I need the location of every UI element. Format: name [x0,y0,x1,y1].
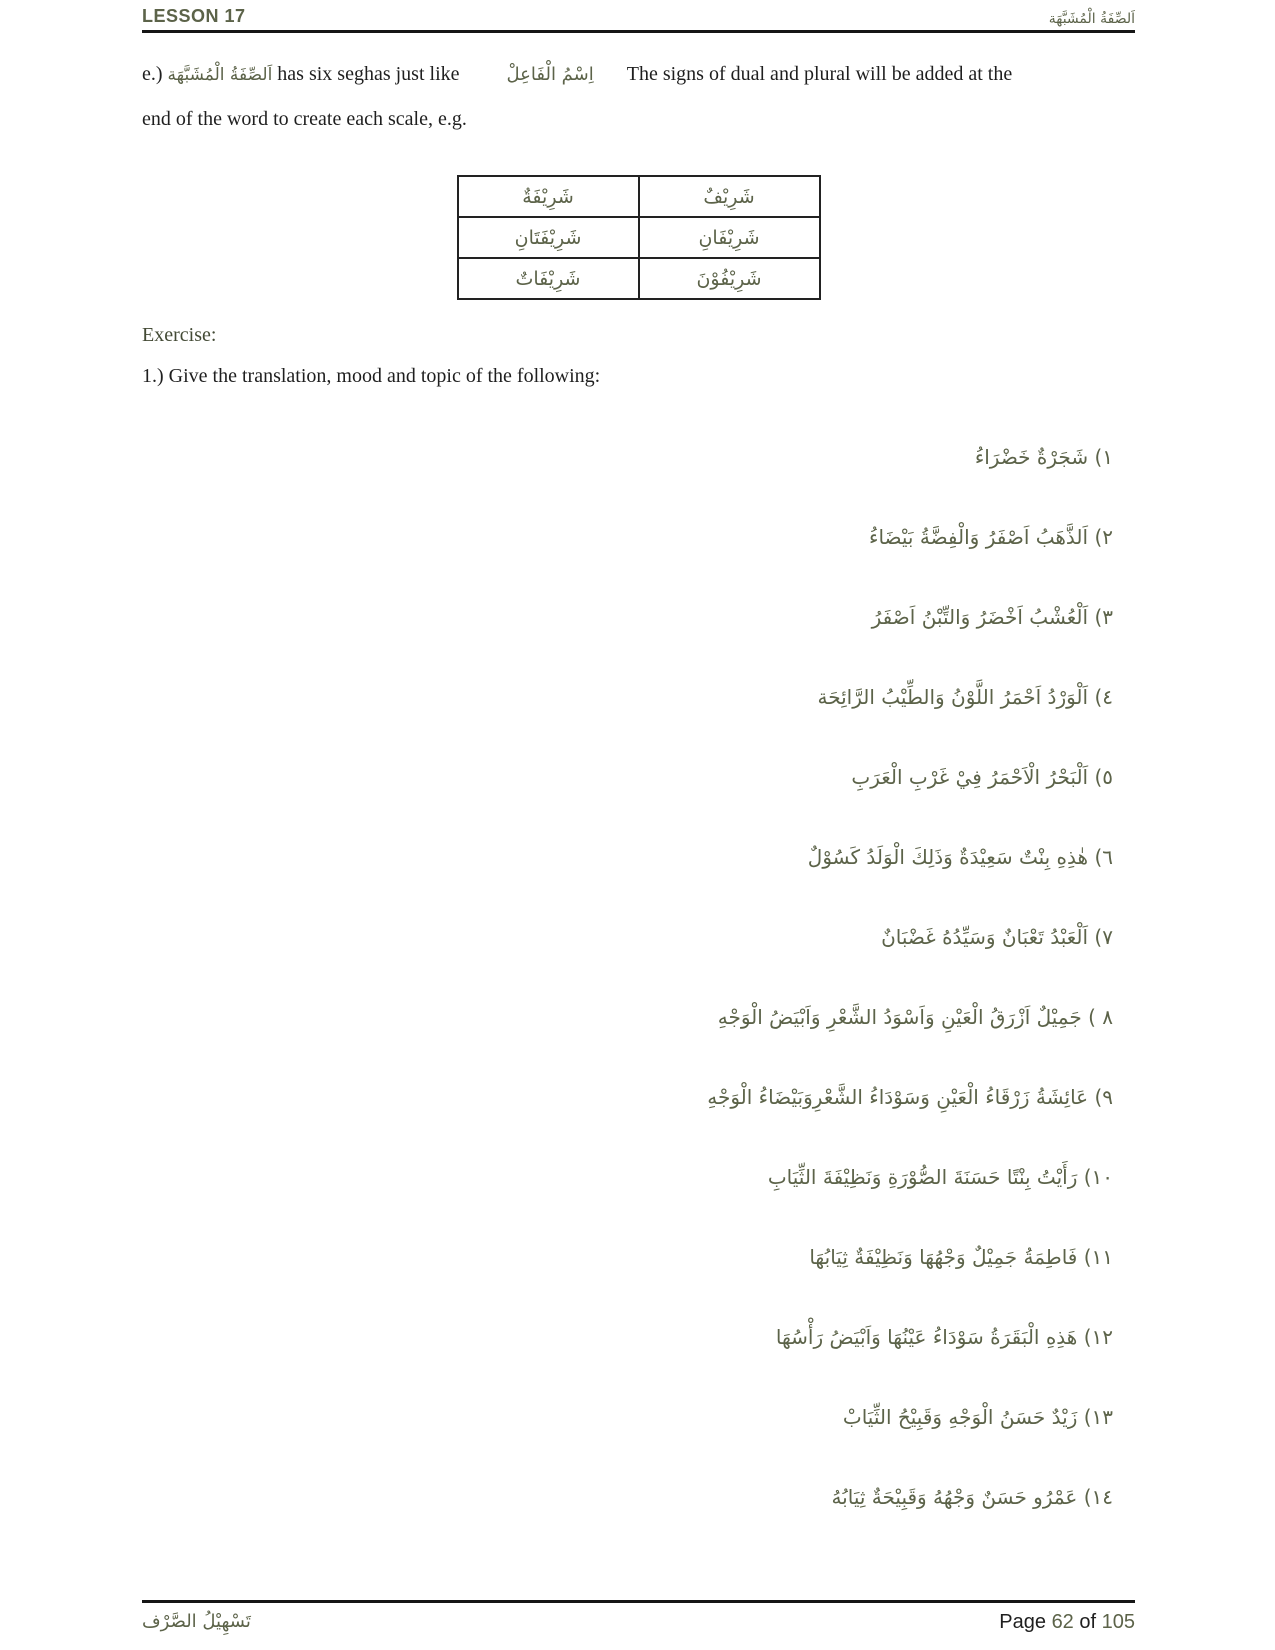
table-cell-feminine-plural: شَرِيْفَاتٌ [458,258,639,299]
exercise-item-14: ١٤) عَمْرُو حَسَنٌ وَجْهُهُ وَقَبِيْحَةٌ ثِيَابُهُ [831,1485,1113,1509]
exercise-item-3: ٣) اَلْعُشْبُ اَخْضَرُ وَالتِّبْنُ اَصْفَرُ [871,605,1113,629]
page-footer [142,1600,1135,1634]
lesson-title: LESSON 17 [142,6,246,26]
intro-prefix: e.) [142,63,163,85]
intro-text-signs: The signs of dual and plural will be added at the [626,63,1013,85]
header-arabic-title: اَلصِّفَةُ الْمُشَبَّهَة [1048,11,1135,27]
exercise-item-5: ٥) اَلْبَحْرُ الْاَحْمَرُ فِيْ غَرْبِ الْعَرَبِ [851,765,1113,789]
table-cell-feminine-singular: شَرِيْفَةٌ [458,176,639,217]
exercise-item-7: ٧) اَلْعَبْدُ تَعْبَانٌ وَسَيِّدُهُ غَضْبَانٌ [881,925,1113,949]
exercise-item-8: ٨ ) جَمِيْلٌ اَزْرَقُ الْعَيْنِ وَاَسْوَدُ الشَّعْرِ وَاَبْيَضُ الْوَجْهِ [717,1005,1113,1029]
intro-line-1 [142,63,1135,86]
segha-table [457,175,821,300]
footer-page-number: 62 [1051,1611,1074,1633]
table-cell-feminine-dual: شَرِيْفَتَانِ [458,217,639,258]
exercise-item-12: ١٢) هَذِهِ الْبَقَرَةُ سَوْدَاءُ عَيْنُهَا وَاَبْيَضُ رَأْسُهَا [775,1325,1113,1349]
footer-of-word: of [1079,1611,1097,1633]
intro-arabic-sifah: اَلصِّفَةُ الْمُشَبَّهَة [167,65,273,85]
footer-book-title: تَسْهِيْلُ الصَّرْف [142,1611,251,1632]
exercise-item-1: ١) شَجَرْةٌ خَضْرَاءُ [974,445,1113,469]
footer-page-total: 105 [1101,1611,1135,1633]
page-header [142,0,1135,33]
intro-line-2: end of the word to create each scale, e.g. [142,108,467,130]
table-cell-masculine-dual: شَرِيْفَانِ [639,217,820,258]
exercise-item-10: ١٠) رَأَيْتُ بِنْتًا حَسَنَةَ الصُّوْرَةِ وَنَظِيْفَةَ الثِّيَابِ [767,1165,1113,1189]
exercise-list [142,440,1135,1514]
exercise-instruction: 1.) Give the translation, mood and topic of the following: [142,365,601,387]
exercise-item-13: ١٣) زَيْدٌ حَسَنُ الْوَجْهِ وَقَبِيْحُ الثِّيَابْ [842,1405,1113,1429]
exercise-item-11: ١١) فَاطِمَةُ جَمِيْلٌ وَجْهُهَا وَنَظِيْفَةٌ ثِيَابُهَا [809,1245,1113,1269]
intro-paragraph [142,63,1135,131]
exercise-item-6: ٦) هٰذِهِ بِنْتٌ سَعِيْدَةٌ وَذَلِكَ الْوَلَدُ كَسُوْلٌ [807,845,1113,869]
exercise-item-2: ٢) اَلذَّهَبُ اَصْفَرُ وَالْفِضَّةُ بَيْضَاءُ [869,525,1113,549]
intro-text-seghas: has six seghas just like [277,63,460,85]
table-row [458,176,820,217]
table-cell-masculine-singular: شَرِيْفٌ [639,176,820,217]
table-row [458,217,820,258]
footer-page-indicator [999,1611,1135,1634]
exercise-heading: Exercise: [142,324,217,346]
table-row [458,258,820,299]
intro-arabic-ism-fail: اِسْمُ الْفَاعِلْ [506,64,594,85]
footer-page-word: Page [999,1611,1046,1633]
exercise-item-9: ٩) عَائِشَةُ زَرْقَاءُ الْعَيْنِ وَسَوْدَاءُ الشَّعْرِوَبَيْضَاءُ الْوَجْهِ [707,1085,1113,1109]
table-cell-masculine-plural: شَرِيْفُوْنَ [639,258,820,299]
exercise-item-4: ٤) اَلْوَرْدُ اَحْمَرُ اللَّوْنُ وَالطِّيْبُ الرَّائِحَة [817,685,1113,709]
